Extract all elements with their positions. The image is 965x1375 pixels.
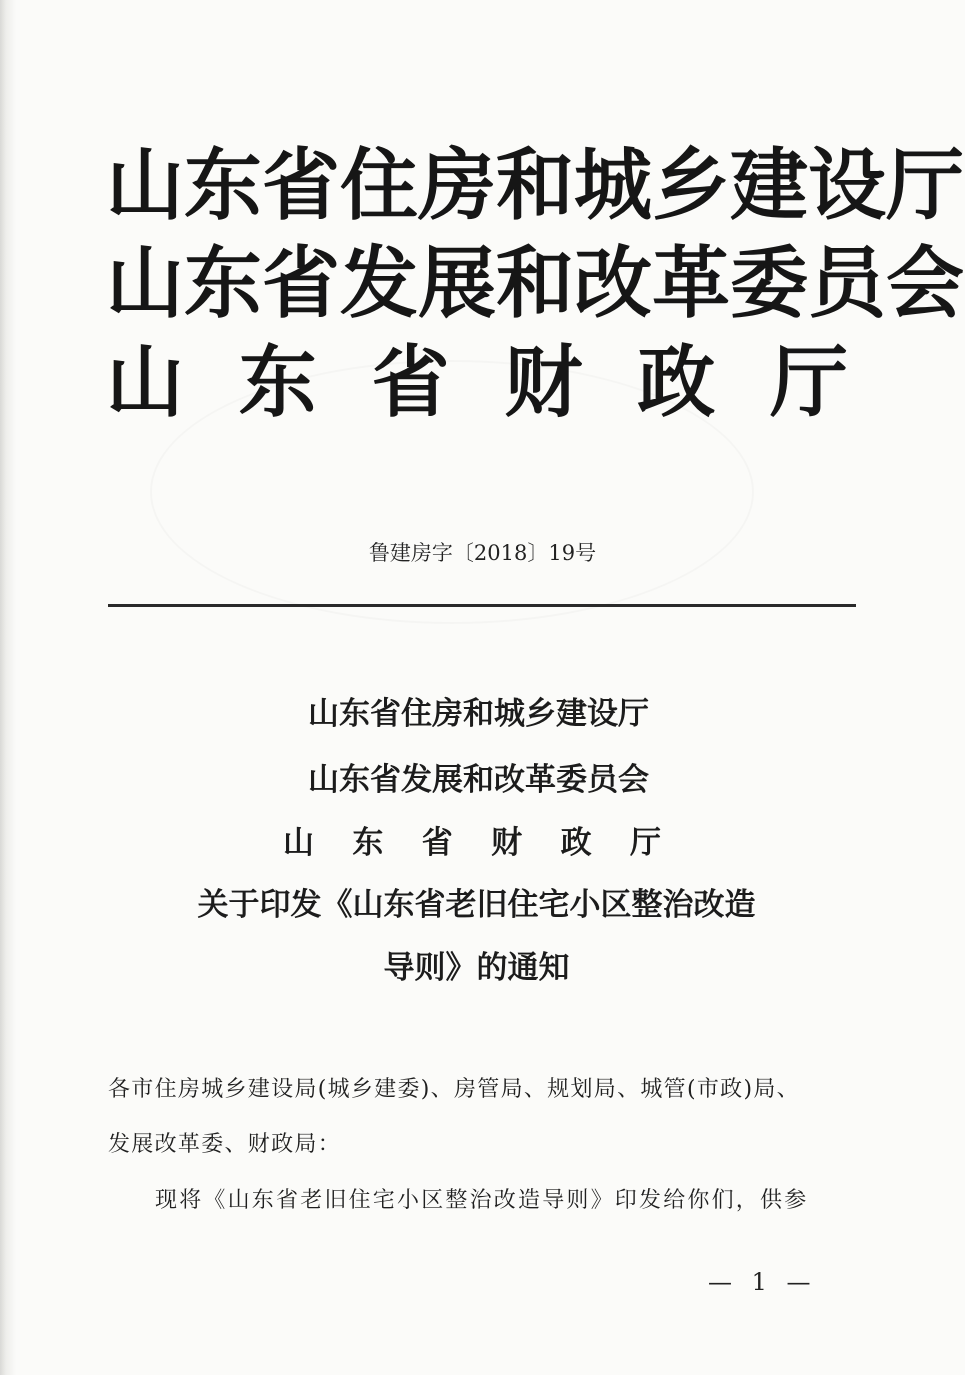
letterhead-line-finance (106, 337, 848, 428)
letterhead-char: 山 (106, 337, 185, 428)
title-char: 山 (283, 825, 314, 861)
letterhead-char: 财 (504, 337, 583, 428)
letterhead-char: 省 (371, 337, 450, 428)
title-line-subject: 关于印发《山东省老旧住宅小区整治改造 (197, 887, 756, 923)
title-char: 省 (421, 825, 453, 861)
letterhead-char: 厅 (769, 337, 848, 428)
title-char: 财 (491, 825, 523, 861)
title-line-reform: 山东省发展和改革委员会 (308, 762, 649, 798)
body-paragraph: 现将《山东省老旧住宅小区整治改造导则》印发给你们，供参 (155, 1188, 809, 1213)
document-number: 鲁建房字〔2018〕19号 (368, 541, 597, 565)
header-divider (108, 604, 856, 607)
title-line-finance (283, 825, 661, 861)
letterhead-line-housing: 山东省住房和城乡建设厅 (106, 140, 965, 231)
title-char: 政 (560, 825, 592, 861)
letterhead-line-reform: 山东省发展和改革委员会 (106, 238, 965, 329)
letterhead-char: 东 (238, 337, 317, 428)
title-char: 东 (352, 825, 384, 861)
body-recipients-line1: 各市住房城乡建设局(城乡建委)、房管局、规划局、城管(市政)局、 (108, 1077, 800, 1102)
body-recipients-line2: 发展改革委、财政局： (108, 1132, 342, 1157)
title-char: 厅 (629, 825, 661, 861)
scan-edge-shadow (0, 0, 16, 1375)
title-line-notice: 导则》的通知 (383, 950, 570, 986)
title-line-housing: 山东省住房和城乡建设厅 (308, 696, 649, 732)
letterhead-char: 政 (637, 337, 716, 428)
page-number: — 1 — (708, 1268, 817, 1296)
